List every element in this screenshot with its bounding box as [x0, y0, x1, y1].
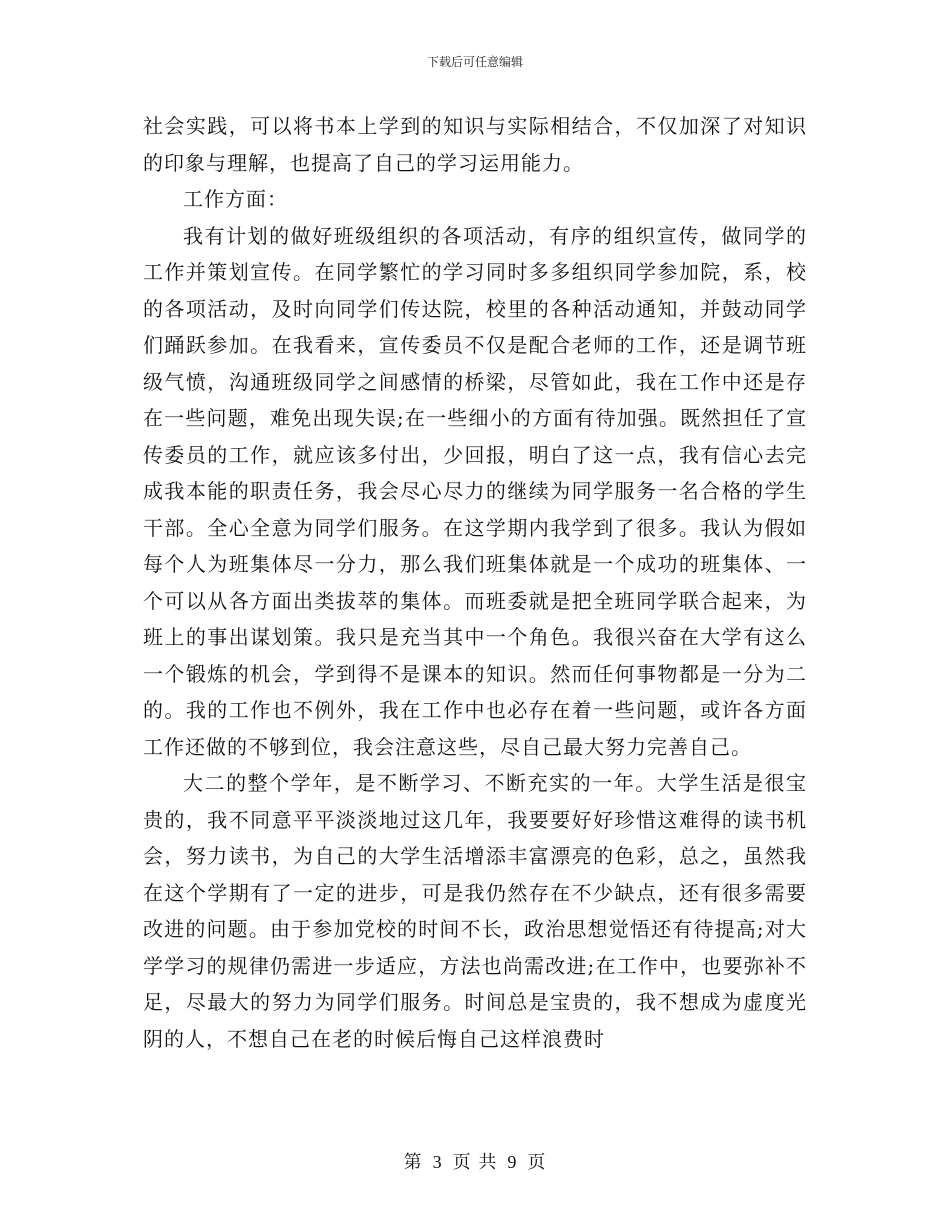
footer-total-pages: 9 [507, 1152, 518, 1172]
paragraph: 社会实践，可以将书本上学到的知识与实际相结合，不仅加深了对知识的印象与理解，也提高了自己的学习运用能力。 [143, 114, 807, 175]
page-footer [0, 1150, 950, 1175]
paragraph: 我有计划的做好班级组织的各项活动，有序的组织宣传，做同学的工作并策划宣传。在同学繁忙的学习同时多多组织同学参加院，系，校的各项活动，及时向同学们传达院，校里的各种活动通知，并鼓动同学们踊跃参加。在我看来，宣传委员不仅是配合老师的工作，还是调节班级气愤，沟通班级同学之间感情的桥梁，尽管如此，我在工作中还是存在一些问题，难免出现失误;在一些细小的方面有待加强。既然担任了宣传委员的工作，就应该多付出，少回报，明白了这一点，我有信心去完成我本能的职责任务，我会尽心尽力的继续为同学服务一名合格的学生干部。全心全意为同学们服务。在这学期内我学到了很多。我认为假如每个人为班集体尽一分力，那么我们班集体就是一个成功的班集体、一个可以从各方面出类拔萃的集体。而班委就是把全班同学联合起来，为班上的事出谋划策。我只是充当其中一个角色。我很兴奋在大学有这么一个锻炼的机会，学到得不是课本的知识。然而任何事物都是一分为二的。我的工作也不例外，我在工作中也必存在着一些问题，或许各方面工作还做的不够到位，我会注意这些，尽自己最大努力完善自己。 [143, 223, 807, 759]
footer-page-number: 3 [432, 1152, 443, 1172]
footer-prefix: 第 [403, 1152, 423, 1173]
header-text: 下载后可任意编辑 [426, 55, 523, 69]
footer-suffix: 页 [527, 1152, 547, 1173]
section-heading-work: 工作方面： [183, 187, 288, 211]
footer-middle: 页 共 [452, 1152, 498, 1173]
paragraph: 大二的整个学年，是不断学习、不断充实的一年。大学生活是很宝贵的，我不同意平平淡淡地过这几年，我要要好好珍惜这难得的读书机会，努力读书，为自己的大学生活增添丰富漂亮的色彩，总之，虽然我在这个学期有了一定的进步，可是我仍然存在不少缺点，还有很多需要改进的问题。由于参加党校的时间不长，政治思想觉悟还有待提高;对大学学习的规律仍需进一步适应，方法也尚需改进;在工作中，也要弥补不足，尽最大的努力为同学们服务。时间总是宝贵的，我不想成为虚度光阴的人，不想自己在老的时候后悔自己这样浪费时 [143, 771, 807, 1051]
page-header [0, 54, 950, 70]
document-body [143, 108, 807, 1057]
